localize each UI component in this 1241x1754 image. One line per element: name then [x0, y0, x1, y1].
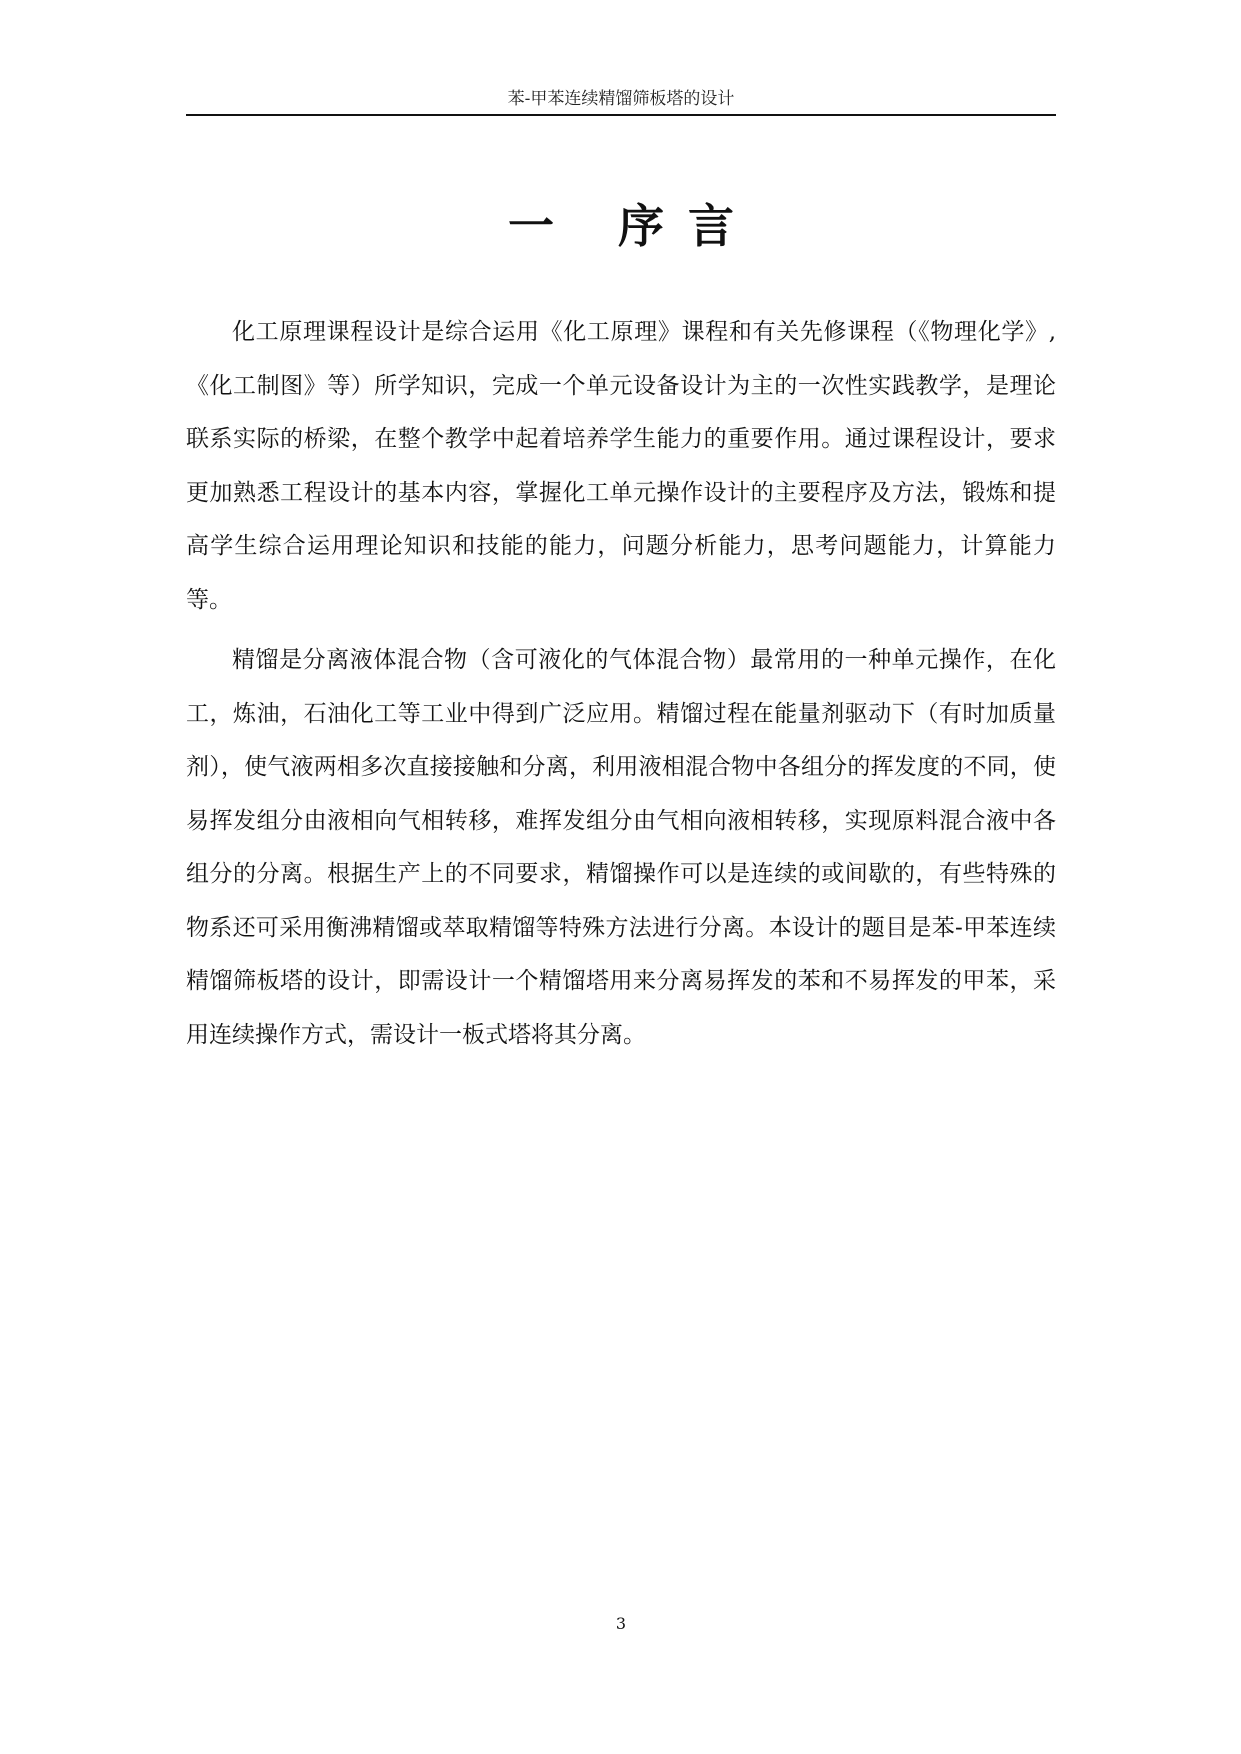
paragraph-course-design-intro: 化工原理课程设计是综合运用《化工原理》课程和有关先修课程（《物理化学》,《化工制图》等）所学知识，完成一个单元设备设计为主的一次性实践教学，是理论联系实际的桥梁，在整个教学中起着培养学生能力的重要作用。通过课程设计，要求更加熟悉工程设计的基本内容，掌握化工单元操作设计的主要程序及方法，锻炼和提高学生综合运用理论知识和技能的能力，问题分析能力，思考问题能力，计算能力等。 [186, 319, 1056, 613]
body-text [186, 306, 1056, 1062]
chapter-title: 一 序言 [507, 199, 758, 253]
paragraph-distillation-overview: 精馏是分离液体混合物（含可液化的气体混合物）最常用的一种单元操作，在化工，炼油，石油化工等工业中得到广泛应用。精馏过程在能量剂驱动下（有时加质量剂），使气液两相多次直接接触和分离，利用液相混合物中各组分的挥发度的不同，使易挥发组分由液相向气相转移，难挥发组分由气相向液相转移，实现原料混合液中各组分的分离。根据生产上的不同要求，精馏操作可以是连续的或间歇的，有些特殊的物系还可采用衡沸精馏或萃取精馏等特殊方法进行分离。本设计的题目是苯-甲苯连续精馏筛板塔的设计，即需设计一个精馏塔用来分离易挥发的苯和不易挥发的甲苯，采用连续操作方式，需设计一板式塔将其分离。 [186, 647, 1056, 1048]
running-header-title: 苯-甲苯连续精馏筛板塔的设计 [507, 89, 735, 109]
header-divider [186, 114, 1056, 116]
page-number: 3 [615, 1614, 627, 1633]
